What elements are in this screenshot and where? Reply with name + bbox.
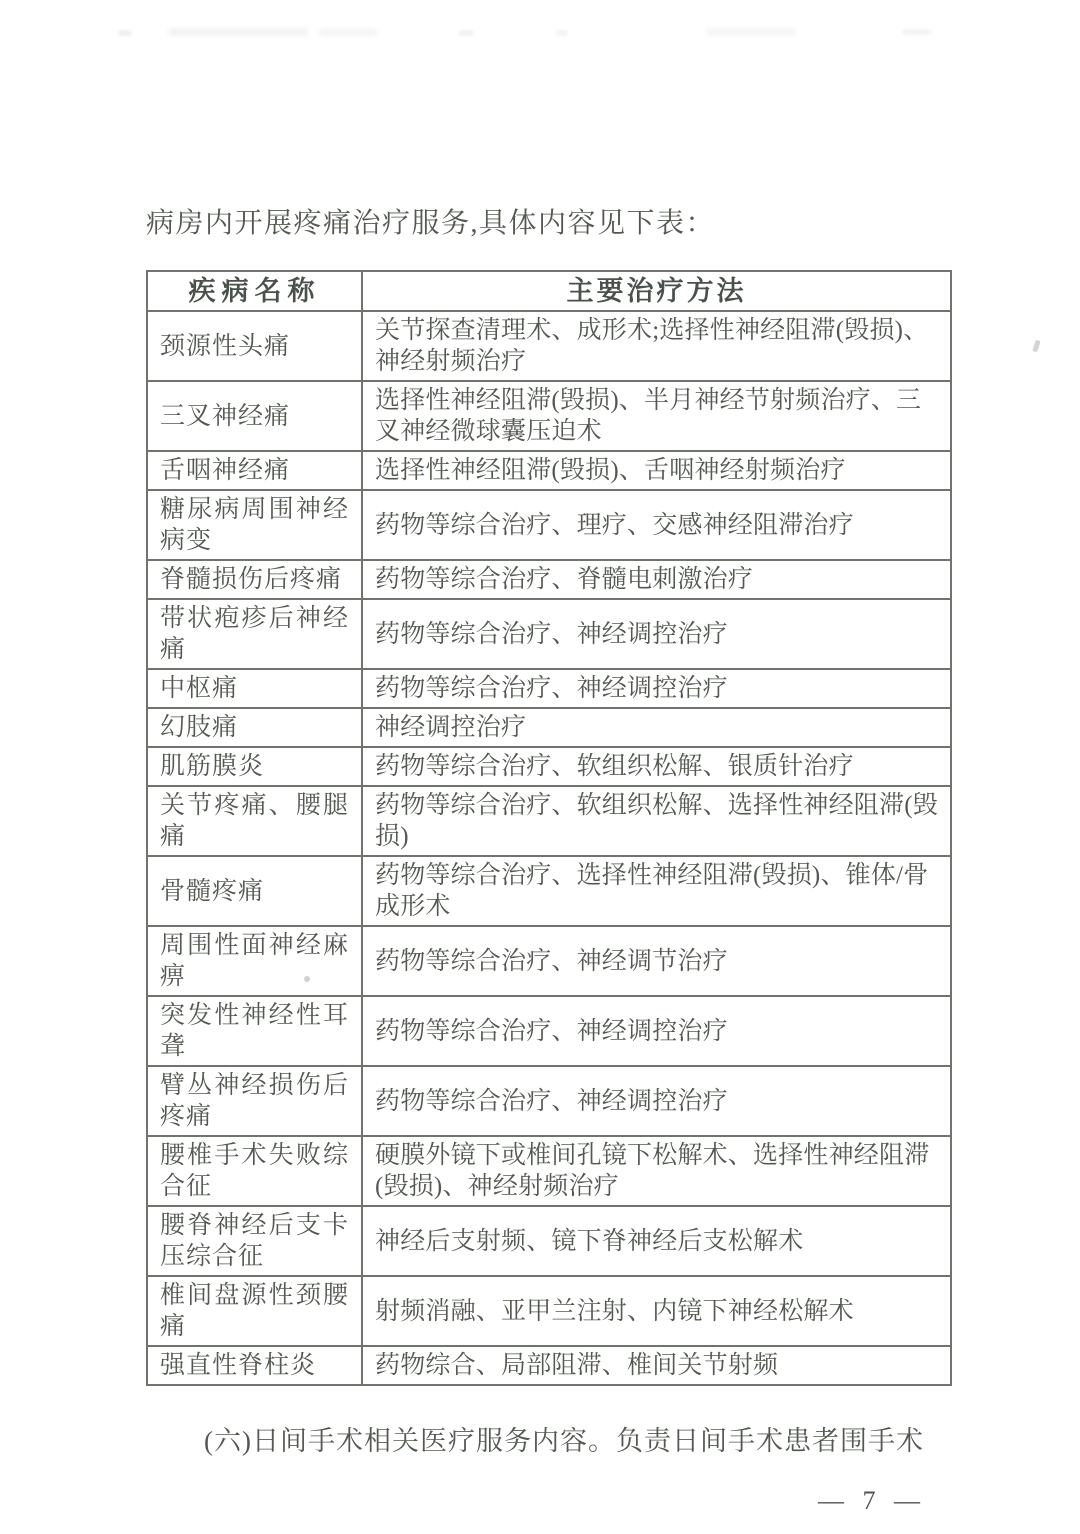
column-header-treatment: 主要治疗方法 [362,271,951,311]
scan-speck [1032,340,1040,353]
table-row [147,490,951,560]
disease-cell: 周围性面神经麻痹 [147,926,362,996]
treatment-cell: 药物等综合治疗、软组织松解、选择性神经阻滞(毁损) [362,786,951,856]
treatment-cell: 药物等综合治疗、神经调控治疗 [362,1066,951,1136]
treatment-cell: 药物等综合治疗、理疗、交感神经阻滞治疗 [362,490,951,560]
disease-cell: 臂丛神经损伤后疼痛 [147,1066,362,1136]
scan-artifact [318,29,378,36]
treatment-table-head [147,271,951,311]
treatment-cell: 药物综合、局部阻滞、椎间关节射频 [362,1346,951,1385]
intro-paragraph: 病房内开展疼痛治疗服务,具体内容见下表： [146,208,716,239]
table-row [147,1066,951,1136]
treatment-cell: 神经后支射频、镜下脊神经后支松解术 [362,1206,951,1276]
disease-cell: 带状疱疹后神经痛 [147,599,362,669]
disease-cell: 关节疼痛、腰腿痛 [147,786,362,856]
disease-cell: 舌咽神经痛 [147,451,362,490]
table-row [147,747,951,786]
column-header-disease: 疾病名称 [147,271,362,311]
scan-artifact [118,30,132,36]
disease-cell: 颈源性头痛 [147,311,362,381]
table-row [147,786,951,856]
scan-artifact [168,28,308,36]
page-content [146,204,958,1516]
disease-cell: 强直性脊柱炎 [147,1346,362,1385]
treatment-cell: 药物等综合治疗、神经调控治疗 [362,996,951,1066]
disease-cell: 肌筋膜炎 [147,747,362,786]
treatment-cell: 神经调控治疗 [362,708,951,747]
table-row [147,381,951,451]
treatment-cell: 关节探查清理术、成形术;选择性神经阻滞(毁损)、神经射频治疗 [362,311,951,381]
treatment-table [146,270,952,1386]
table-row [147,669,951,708]
disease-cell: 糖尿病周围神经病变 [147,490,362,560]
disease-cell: 突发性神经性耳聋 [147,996,362,1066]
page-number: — 7 — [818,1486,926,1515]
table-row [147,311,951,381]
header-row [147,271,951,311]
table-row [147,599,951,669]
treatment-cell: 药物等综合治疗、神经调控治疗 [362,599,951,669]
treatment-cell: 药物等综合治疗、选择性神经阻滞(毁损)、锥体/骨成形术 [362,856,951,926]
disease-cell: 腰椎手术失败综合征 [147,1136,362,1206]
disease-cell: 骨髓疼痛 [147,856,362,926]
table-row [147,1276,951,1346]
scan-artifact [902,29,932,35]
disease-cell: 脊髓损伤后疼痛 [147,560,362,599]
table-row [147,1346,951,1385]
scan-artifact [458,30,474,36]
table-row [147,560,951,599]
treatment-cell: 药物等综合治疗、神经调节治疗 [362,926,951,996]
treatment-cell: 射频消融、亚甲兰注射、内镜下神经松解术 [362,1276,951,1346]
table-row [147,708,951,747]
disease-cell: 中枢痛 [147,669,362,708]
treatment-table-body [147,311,951,1385]
table-row [147,451,951,490]
table-row [147,1206,951,1276]
table-row [147,1136,951,1206]
treatment-cell: 药物等综合治疗、神经调控治疗 [362,669,951,708]
disease-cell: 腰脊神经后支卡压综合征 [147,1206,362,1276]
treatment-cell: 药物等综合治疗、软组织松解、银质针治疗 [362,747,951,786]
scan-artifact [706,28,796,35]
treatment-cell: 选择性神经阻滞(毁损)、舌咽神经射频治疗 [362,451,951,490]
treatment-cell: 选择性神经阻滞(毁损)、半月神经节射频治疗、三叉神经微球囊压迫术 [362,381,951,451]
disease-cell: 幻肢痛 [147,708,362,747]
disease-cell: 三叉神经痛 [147,381,362,451]
treatment-cell: 硬膜外镜下或椎间孔镜下松解术、选择性神经阻滞(毁损)、神经射频治疗 [362,1136,951,1206]
footer-paragraph: (六)日间手术相关医疗服务内容。负责日间手术患者围手术 [204,1426,924,1456]
table-row [147,926,951,996]
treatment-cell: 药物等综合治疗、脊髓电刺激治疗 [362,560,951,599]
disease-cell: 椎间盘源性颈腰痛 [147,1276,362,1346]
scan-artifact [556,30,568,36]
table-row [147,996,951,1066]
table-row [147,856,951,926]
